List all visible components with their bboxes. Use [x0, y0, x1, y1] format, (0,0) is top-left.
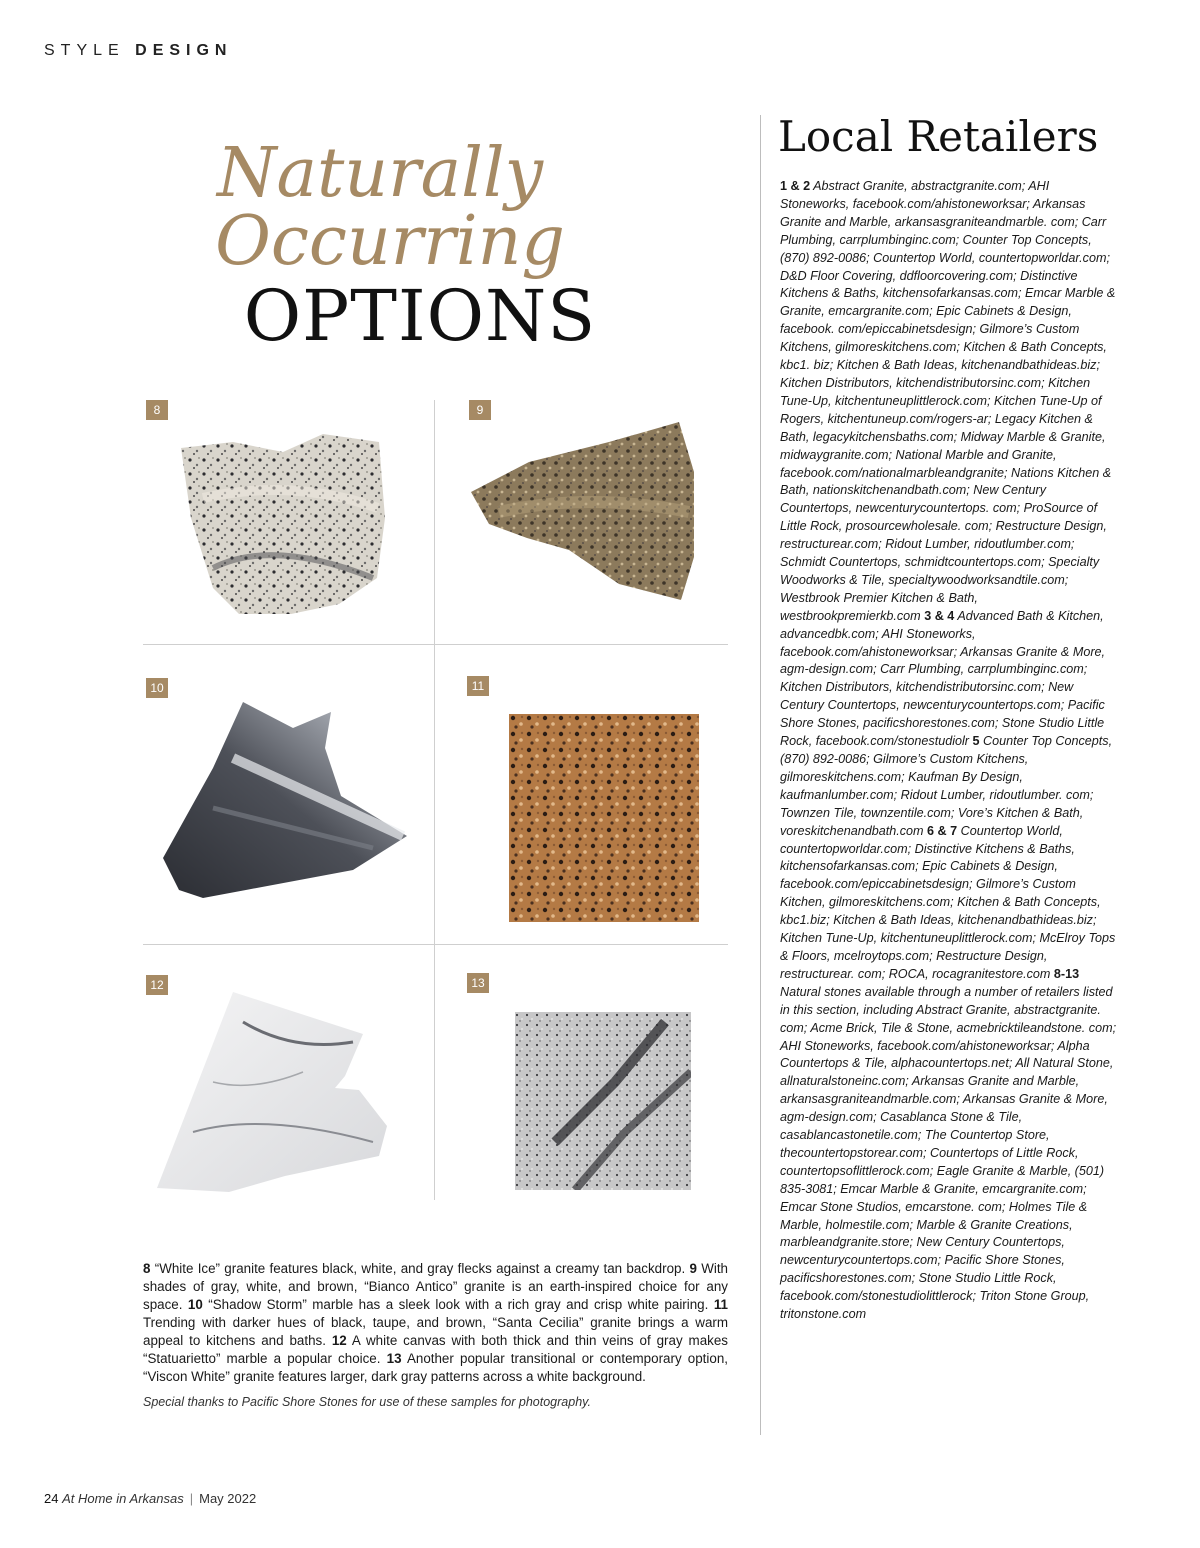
samples-caption [143, 1260, 728, 1386]
article-title [140, 134, 660, 357]
sample-badge-10: 10 [146, 678, 168, 698]
page-footer [44, 1491, 256, 1506]
grid-divider-vertical [434, 400, 435, 1200]
grid-divider-horizontal [143, 644, 728, 645]
retailer-group-num: 3 & 4 [924, 608, 955, 623]
grid-divider-horizontal [143, 944, 728, 945]
column-divider [760, 115, 761, 1435]
sample-badge-8: 8 [146, 400, 168, 420]
sample-image-white-ice [173, 428, 413, 628]
magazine-name: At Home in Arkansas [62, 1491, 184, 1506]
retailers-heading: Local Retailers [778, 112, 1099, 161]
caption-text-13: Another popular transitional or contemporary option, “Viscon White” granite features larger, dark gray patterns across a white background. [143, 1351, 728, 1384]
retailer-group-text: Countertop World, countertopworldar.com; Distinctive Kitchens & Baths, kitchensofarkansas.com; Epic Cabinets & Design, facebook.com/epiccabinetsdesign; Gilmore’s Custom Kitchen, gilmoreskitchens.com; Kitchen & Bath Concepts, kbc1.biz; Kitchen & Bath Ideas, kitchenandbathideas.biz; Kitchen Tune-Up, kitchentuneuplittlerock.com; McElroy Tops & Floors, mcelroytops.com; Restructure Design, restructurear. com; ROCA, rocagranitestore.com [780, 823, 1116, 981]
caption-num-8: 8 [143, 1261, 151, 1276]
retailer-group-num: 1 & 2 [780, 179, 811, 193]
sample-badge-11: 11 [467, 676, 489, 696]
retailer-group-num: 5 [972, 734, 980, 749]
title-line-1: Naturally [216, 134, 544, 213]
caption-num-9: 9 [689, 1261, 697, 1276]
caption-text-10: “Shadow Storm” marble has a sleek look with a rich gray and crisp white pairing. [202, 1297, 714, 1312]
photo-credit: Special thanks to Pacific Shore Stones for use of these samples for photography. [143, 1395, 591, 1409]
caption-text-9: With shades of gray, white, and brown, “Bianco Antico” granite is an earth-inspired choice for any space. [143, 1261, 728, 1312]
title-line-3: OPTIONS [243, 275, 597, 357]
sample-image-viscon-white [515, 1012, 691, 1190]
caption-num-10: 10 [187, 1297, 203, 1312]
caption-text-8: “White Ice” granite features black, white, and gray flecks against a creamy tan backdrop. [150, 1261, 690, 1276]
stone-samples-grid [143, 400, 728, 1200]
retailer-group-num: 8-13 [1053, 966, 1080, 981]
issue-date: May 2022 [199, 1491, 257, 1506]
caption-text-11: Trending with darker hues of black, taupe, and brown, “Santa Cecilia” granite brings a warm appeal to kitchens and baths. [143, 1315, 728, 1348]
section-style: STYLE [44, 42, 125, 59]
sample-image-shadow-storm [153, 698, 413, 918]
section-design: DESIGN [135, 42, 233, 59]
caption-num-12: 12 [331, 1333, 347, 1348]
page-number: 24 [44, 1491, 59, 1506]
sample-badge-9: 9 [469, 400, 491, 420]
retailers-list [780, 178, 1120, 1324]
caption-text-12: A white canvas with both thick and thin veins of gray makes “Statuarietto” marble a popular choice. [143, 1333, 728, 1366]
retailer-group-num: 6 & 7 [927, 823, 958, 838]
sample-badge-13: 13 [467, 973, 489, 993]
sample-image-statuarietto [153, 992, 393, 1192]
caption-num-11: 11 [713, 1297, 728, 1312]
sample-badge-12: 12 [146, 975, 168, 995]
retailer-group-text: Abstract Granite, abstractgranite.com; AHI Stoneworks, facebook.com/ahistoneworksar; Arkansas Granite and Marble, arkansasgraniteandmarble. com; Carr Plumbing, carrplumbinginc.com; Counter Top Concepts, (870) 892-0086; Countertop World, countertopworldar.com; D&D Floor Covering, ddfloorcovering.com; Distinctive Kitchens & Baths, kitchensofarkansas.com; Emcar Marble & Granite, emcargranite.com; Epic Cabinets & Design, facebook. com/epiccabinetsdesign; Gilmore’s Custom Kitchens, gilmoreskitchens.com; Kitchen & Bath Concepts, kbc1. biz; Kitchen & Bath Ideas, kitchenandbathideas.biz; Kitchen Distributors, kitchendistributorsinc.com; Kitchen Tune-Up, kitchentuneuplittlerock.com; Kitchen Tune-Up of Rogers, kitchentuneup.com/rogers-ar; Legacy Kitchen & Bath, legacykitchensbaths.com; Midway Marble & Granite, midwaygranite.com; National Marble and Granite, facebook.com/nationalmarbleandgranite; Nations Kitchen & Bath, nationskitchenandbath.com; New Century Countertops, newcenturycountertops. com; ProSource of Little Rock, prosourcewholesale. com; Restructure Design, restructurear.com; Ridout Lumber, ridoutlumber.com; Schmidt Countertops, schmidtcountertops.com; Specialty Woodworks & Tile, specialtywoodworksandtile.com; Westbrook Premier Kitchen & Bath, westbrookpremierkb.com [780, 179, 1116, 623]
sample-image-bianco-antico [469, 412, 719, 612]
retailer-group-text: Counter Top Concepts, (870) 892-0086; Gilmore’s Custom Kitchens, gilmoreskitchens.com; Kaufman By Design, kaufmanlumber.com; Ridout Lumber, ridoutlumber. com; Townzen Tile, townzentile.com; Vore’s Kitchen & Bath, voreskitchenandbath.com [780, 734, 1113, 838]
retailer-group-text: Advanced Bath & Kitchen, advancedbk.com; AHI Stoneworks, facebook.com/ahistoneworksar; Arkansas Granite & More, agm-design.com; Carr Plumbing, carrplumbinginc.com; Kitchen Distributors, kitchendistributorsinc.com; New Century Countertops, newcenturycountertops.com; Pacific Shore Stones, pacificshorestones.com; Stone Studio Little Rock, facebook.com/stonestudiolr [780, 608, 1106, 749]
sample-image-santa-cecilia [509, 714, 699, 924]
footer-separator: | [189, 1491, 194, 1506]
title-line-2: Occurring [215, 202, 565, 281]
section-label [44, 42, 232, 60]
retailer-group-text: Natural stones available through a number of retailers listed in this section, including Abstract Granite, abstractgranite. com; Acme Brick, Tile & Stone, acmebricktileandstone. com; AHI Stoneworks, facebook.com/ahistoneworksar; Alpha Countertops & Tile, alphacountertops.net; All Natural Stone, allnaturalstoneinc.com; Arkansas Granite and Marble, arkansasgraniteandmarble.com; Arkansas Granite & More, agm-design.com; Casablanca Stone & Tile, casablancastonetile.com; The Countertop Store, thecountertopstorear.com; Countertops of Little Rock, countertopsoflittlerock.com; Eagle Granite & Marble, (501) 835-3081; Emcar Marble & Granite, emcargranite.com; Emcar Stone Studios, emcarstone. com; Holmes Tile & Marble, holmestile.com; Marble & Granite Creations, marbleandgranite.store; New Century Countertops, newcenturycountertops.com; Pacific Shore Stones, pacificshorestones.com; Stone Studio Little Rock, facebook.com/stonestudiolittlerock; Triton Stone Group, tritonstone.com [780, 984, 1117, 1322]
caption-num-13: 13 [386, 1351, 402, 1366]
